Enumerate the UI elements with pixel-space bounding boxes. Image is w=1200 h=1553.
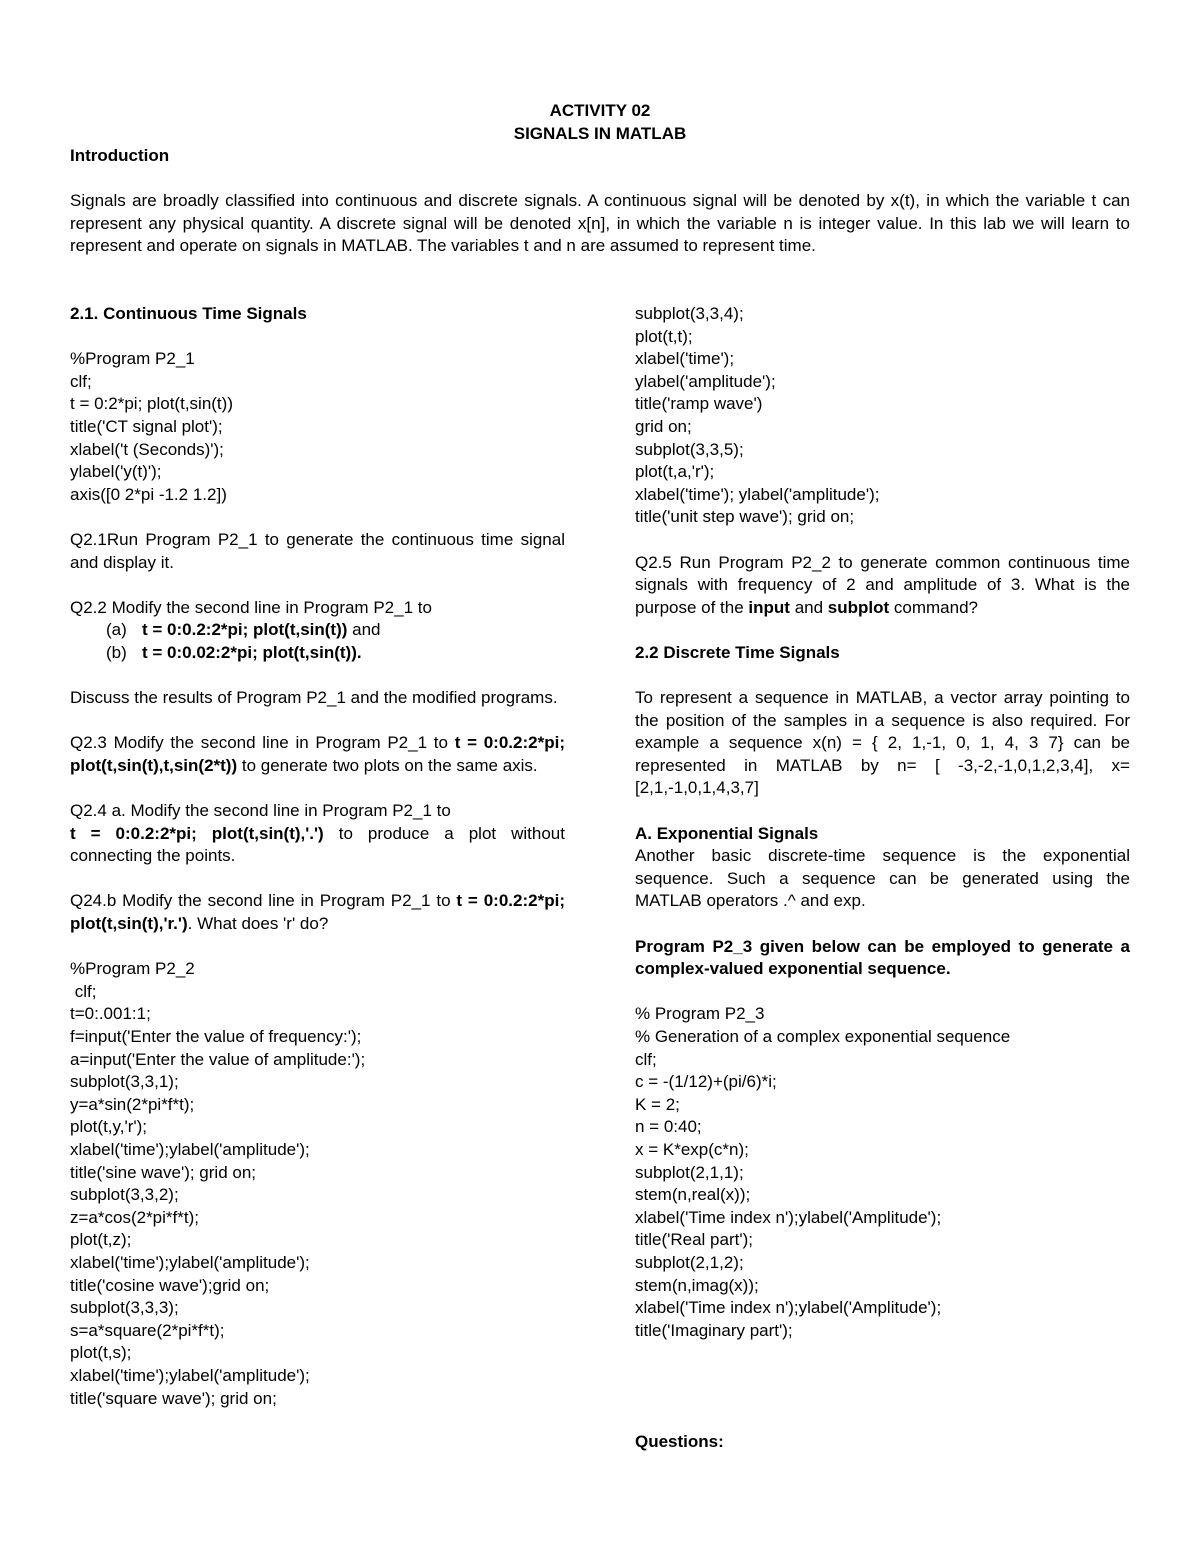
code-line: subplot(3,3,5);: [635, 439, 744, 459]
code-line: xlabel('time');: [635, 349, 735, 369]
text-fragment: command?: [889, 597, 978, 617]
code-line: ylabel('amplitude');: [635, 371, 776, 391]
code-line: title('square wave'); grid on;: [70, 1388, 277, 1408]
text-fragment: . What does 'r' do?: [187, 914, 329, 934]
code-line: c = -(1/12)+(pi/6)*i;: [635, 1072, 777, 1092]
code-line: %Program P2_2: [70, 959, 195, 979]
question-2-1: Q2.1Run Program P2_1 to generate the continuous time signal and display it.: [70, 529, 565, 572]
code-line: t=0:.001:1;: [70, 1004, 151, 1024]
intro-heading: Introduction: [70, 146, 170, 165]
left-column: [70, 303, 565, 1410]
keyword-input: input: [748, 597, 790, 617]
code-snippet: t = 0:0.2:2*pi; plot(t,sin(t),'r.'): [70, 891, 565, 934]
code-line: plot(t,a,'r');: [635, 462, 715, 482]
code-line: xlabel('time');ylabel('amplitude');: [70, 1365, 310, 1385]
program-p2-3-intro: Program P2_3 given below can be employed to generate a complex-valued exponential sequence.: [635, 936, 1130, 979]
question-2-3: [70, 732, 565, 777]
text-fragment: Q2.5 Run Program P2_2 to generate common continuous time signals with frequency of 2 and amplitude of 3. What is the purpose of the: [635, 552, 1130, 617]
code-line: xlabel('time');ylabel('amplitude');: [70, 1252, 310, 1272]
code-line: % Program P2_3: [635, 1004, 765, 1024]
code-line: plot(t,y,'r');: [70, 1117, 148, 1137]
code-line: s=a*square(2*pi*f*t);: [70, 1320, 225, 1340]
document-title: ACTIVITY 02: [549, 101, 651, 120]
code-line: a=input('Enter the value of amplitude:');: [70, 1049, 366, 1069]
question-2-2-b: [70, 642, 565, 665]
code-line: title('cosine wave');grid on;: [70, 1275, 270, 1295]
code-line: K = 2;: [635, 1094, 680, 1114]
text-fragment: and: [347, 620, 381, 640]
text-fragment: to generate two plots on the same axis.: [237, 755, 538, 775]
text-fragment: Q2.4 a. Modify the second line in Program P2_1 to: [70, 801, 451, 821]
code-line: title('unit step wave'); grid on;: [635, 507, 855, 527]
code-line: clf;: [70, 981, 97, 1001]
question-2-4a: [70, 800, 565, 868]
code-line: y=a*sin(2*pi*f*t);: [70, 1094, 195, 1114]
item-label: (b): [106, 642, 127, 662]
code-line: subplot(3,3,1);: [70, 1072, 179, 1092]
code-snippet: t = 0:0.2:2*pi; plot(t,sin(t),t,sin(2*t)): [70, 733, 565, 775]
code-line: title('sine wave'); grid on;: [70, 1162, 257, 1182]
code-line: subplot(3,3,2);: [70, 1185, 179, 1205]
document-subtitle: SIGNALS IN MATLAB: [513, 124, 687, 143]
code-line: subplot(2,1,2);: [635, 1252, 744, 1272]
code-line: x = K*exp(c*n);: [635, 1139, 749, 1159]
question-2-4b: [70, 890, 565, 935]
text-fragment: to produce a plot without connecting the points.: [70, 823, 565, 866]
question-2-2: Q2.2 Modify the second line in Program P2_1 to: [70, 597, 432, 617]
right-column: [635, 303, 1130, 1342]
code-snippet: t = 0:0.02:2*pi; plot(t,sin(t)).: [142, 642, 362, 662]
code-line: xlabel('t (Seconds)');: [70, 439, 224, 459]
code-line: xlabel('time'); ylabel('amplitude');: [635, 484, 880, 504]
section-heading-continuous: 2.1. Continuous Time Signals: [70, 304, 307, 323]
exponential-paragraph: Another basic discrete-time sequence is the exponential sequence. Such a sequence can be generated using the MATLAB operators .^ and exp.: [635, 846, 1130, 911]
item-label: (a): [106, 620, 127, 640]
code-line: plot(t,s);: [70, 1343, 132, 1363]
intro-paragraph: Signals are broadly classified into continuous and discrete signals. A continuous signal will be denoted by x(t), in which the variable t can represent any physical quantity. A discrete signal will be denoted x[n], in which the variable n is integer value. In this lab we will learn to represent and operate on signals in MATLAB. The variables t and n are assumed to represent time.: [70, 191, 1130, 256]
code-snippet: t = 0:0.2:2*pi; plot(t,sin(t),'.'): [70, 823, 324, 843]
code-snippet: t = 0:0.2:2*pi; plot(t,sin(t)): [142, 620, 348, 640]
text-fragment: Q24.b Modify the second line in Program P2_1 to: [70, 891, 457, 911]
discrete-paragraph: To represent a sequence in MATLAB, a vector array pointing to the position of the samples in a sequence is also required. For example a sequence x(n) = { 2, 1,-1, 0, 1, 4, 3 7} can be represented in MATLAB by n= [ -3,-2,-1,0,1,2,3,4], x=[2,1,-1,0,1,4,3,7]: [635, 688, 1130, 798]
code-line: title('Real part');: [635, 1230, 753, 1250]
program-p2-3: [635, 1003, 1130, 1342]
code-line: title('Imaginary part');: [635, 1320, 793, 1340]
program-p2-2: [70, 958, 565, 1410]
code-line: t = 0:2*pi; plot(t,sin(t)): [70, 394, 233, 414]
code-line: xlabel('time');ylabel('amplitude');: [70, 1139, 310, 1159]
questions-heading: Questions:: [635, 1432, 724, 1451]
code-line: title('CT signal plot');: [70, 416, 223, 436]
question-2-5: [635, 552, 1130, 620]
code-line: plot(t,t);: [635, 326, 693, 346]
section-heading-discrete: 2.2 Discrete Time Signals: [635, 642, 840, 662]
code-line: title('ramp wave'): [635, 394, 763, 414]
text-fragment: Q2.3 Modify the second line in Program P2_1 to: [70, 733, 448, 753]
text-fragment: and: [789, 597, 828, 617]
code-line: n = 0:40;: [635, 1117, 702, 1137]
code-line: stem(n,real(x));: [635, 1185, 751, 1205]
program-p2-1: [70, 348, 565, 506]
keyword-subplot: subplot: [827, 597, 890, 617]
code-line: z=a*cos(2*pi*f*t);: [70, 1207, 199, 1227]
code-line: clf;: [70, 371, 92, 391]
code-line: subplot(3,3,4);: [635, 304, 744, 323]
discuss-text: Discuss the results of Program P2_1 and the modified programs.: [70, 688, 558, 708]
question-2-2-a: [70, 619, 565, 642]
code-line: axis([0 2*pi -1.2 1.2]): [70, 484, 227, 504]
code-line: % Generation of a complex exponential sequence: [635, 1027, 1011, 1046]
program-p2-2-continued: [635, 303, 1130, 529]
code-line: subplot(3,3,3);: [70, 1298, 179, 1318]
code-line: clf;: [635, 1049, 657, 1069]
code-line: subplot(2,1,1);: [635, 1162, 744, 1182]
code-line: xlabel('Time index n');ylabel('Amplitude');: [635, 1207, 942, 1227]
exponential-heading: A. Exponential Signals: [635, 823, 819, 843]
code-line: xlabel('Time index n');ylabel('Amplitude');: [635, 1298, 942, 1318]
code-line: stem(n,imag(x));: [635, 1275, 759, 1295]
code-line: f=input('Enter the value of frequency:');: [70, 1027, 362, 1046]
code-line: ylabel('y(t)');: [70, 462, 162, 482]
code-line: plot(t,z);: [70, 1230, 132, 1250]
code-line: grid on;: [635, 416, 692, 436]
code-line: %Program P2_1: [70, 349, 195, 369]
